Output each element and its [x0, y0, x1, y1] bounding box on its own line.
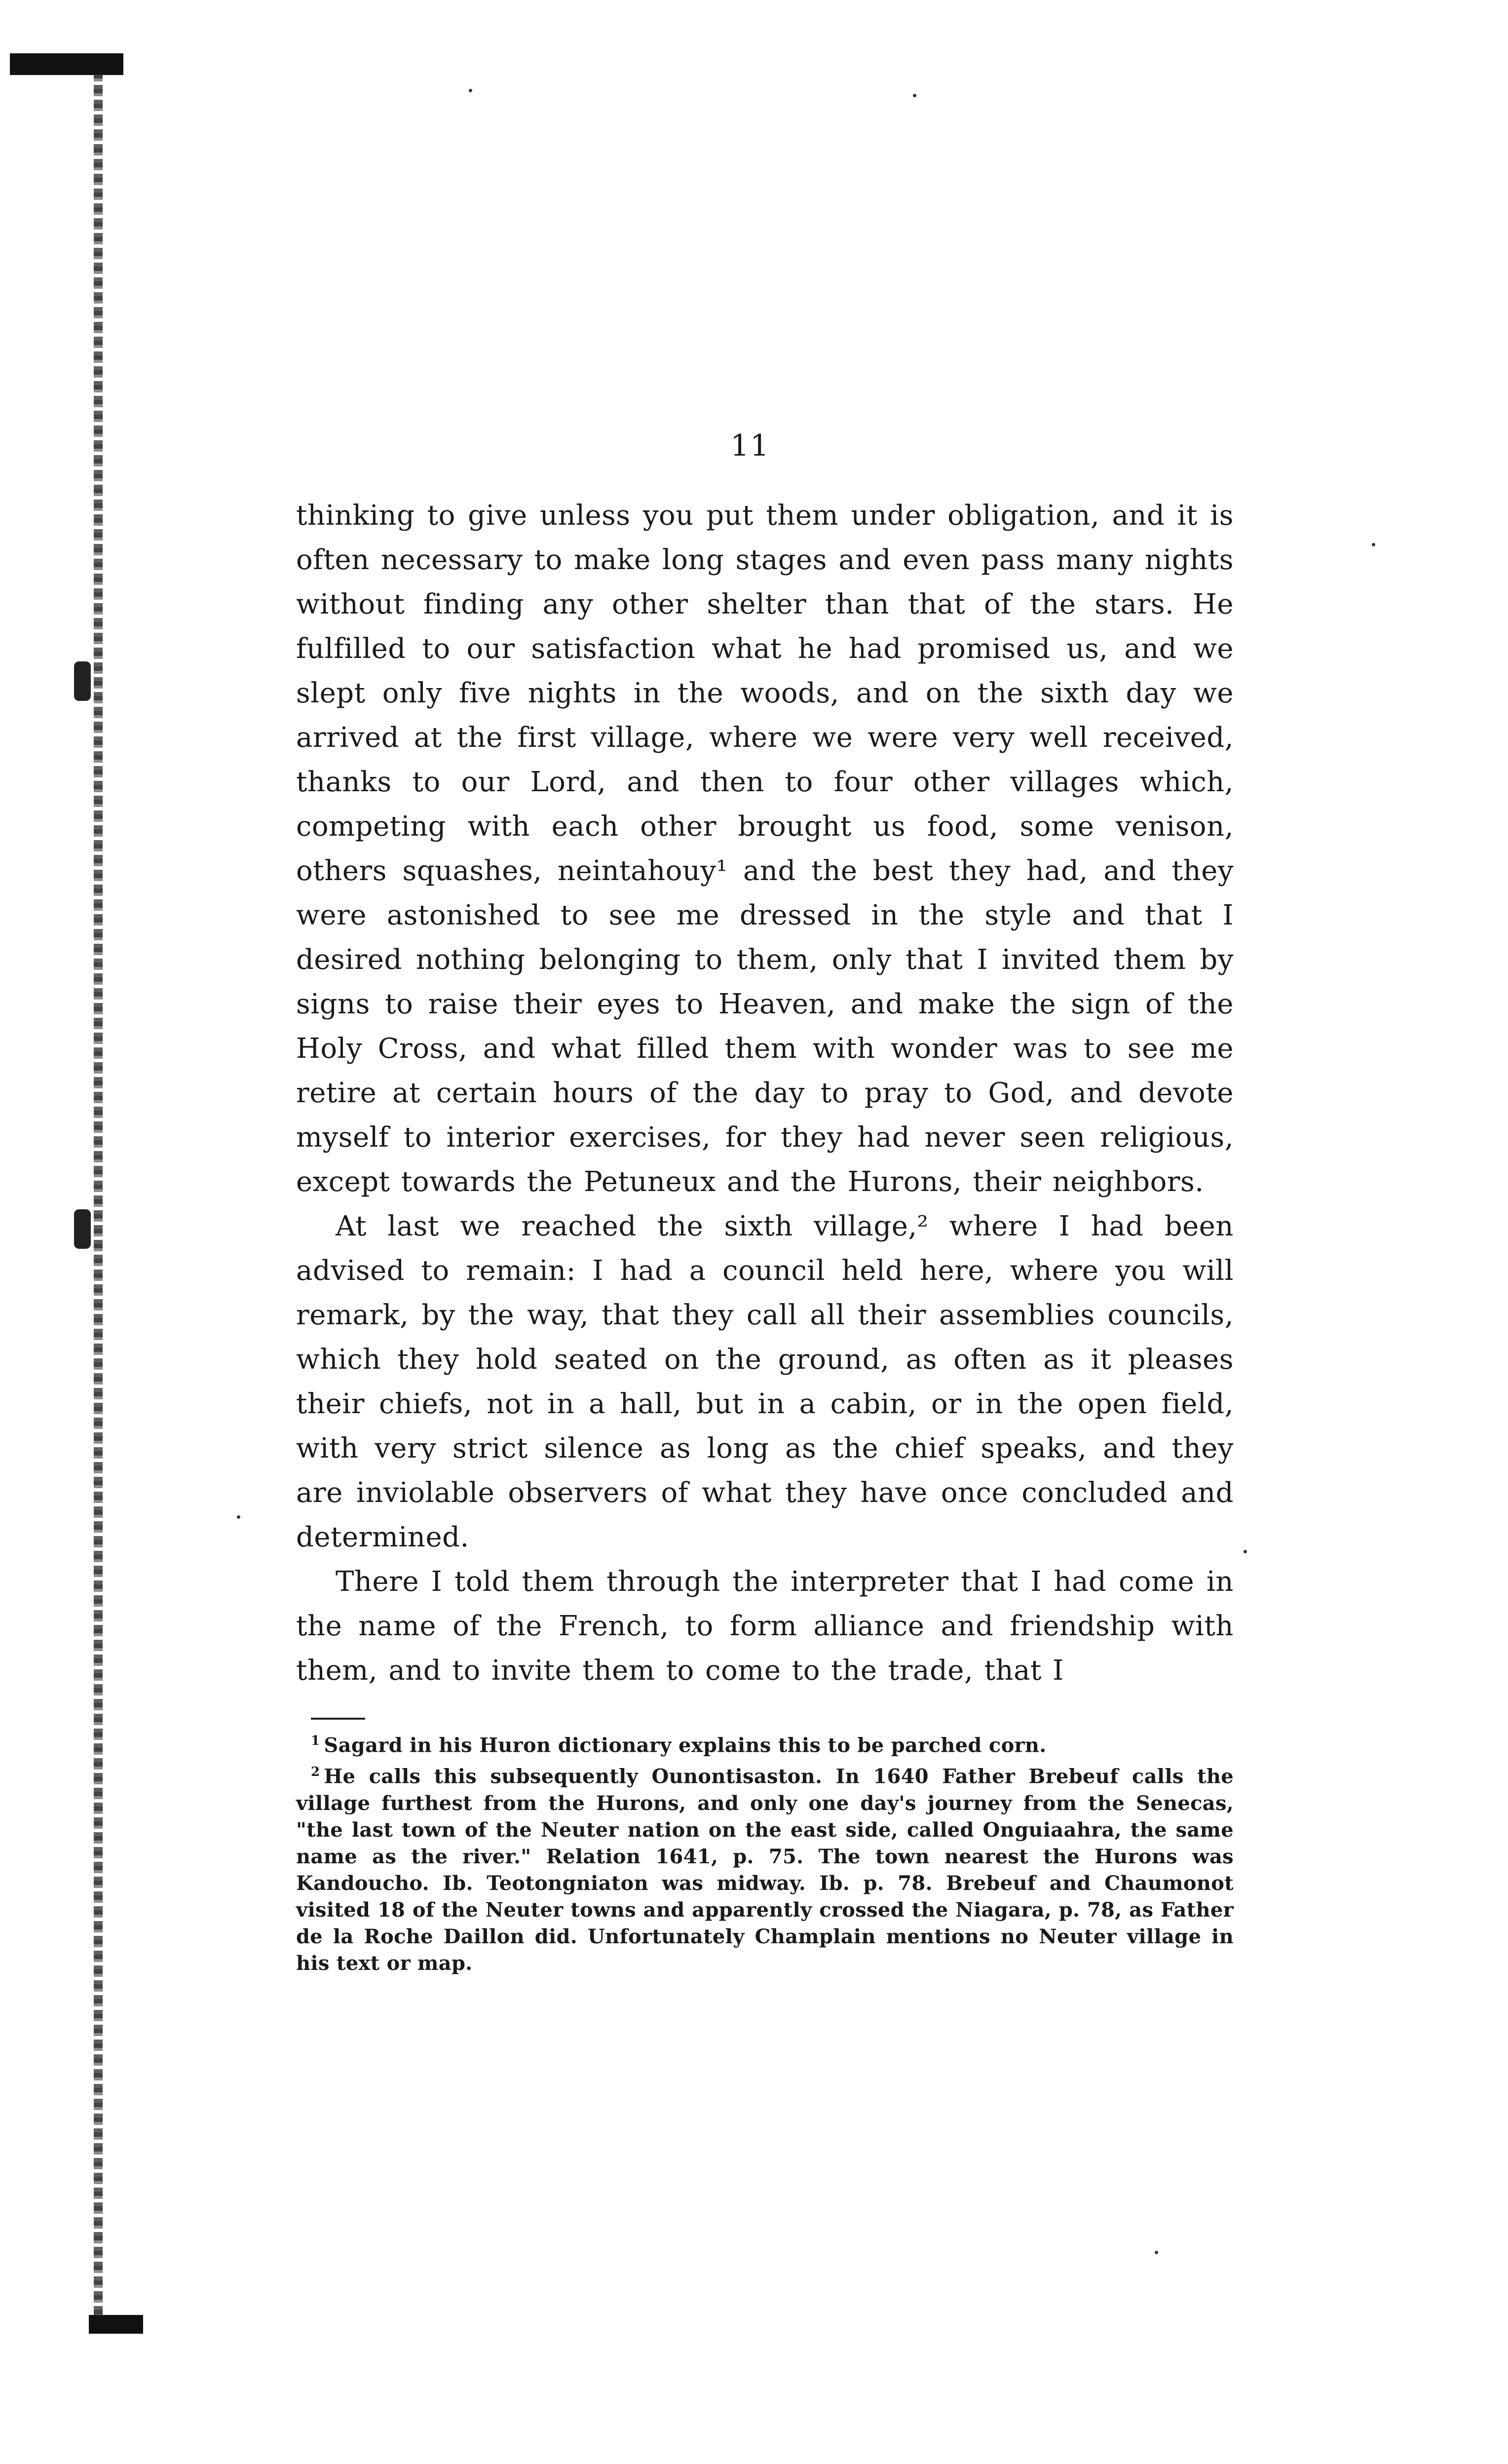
scan-speck	[237, 1515, 240, 1519]
footnote-divider	[311, 1718, 365, 1720]
footnote-marker: 1	[311, 1733, 320, 1748]
binding-bottom-mark	[89, 2315, 143, 2334]
footnote	[296, 1759, 1234, 1976]
scan-speck	[1155, 2251, 1158, 2254]
footnote-text: Sagard in his Huron dictionary explains this to be parched corn.	[324, 1733, 1047, 1757]
binding-top-mark	[10, 53, 123, 75]
scan-speck	[1244, 1550, 1247, 1553]
footnote	[296, 1728, 1234, 1759]
binding-spine	[94, 74, 103, 2325]
footnotes	[296, 1728, 1234, 1977]
scanned-binding-edge	[0, 0, 148, 2464]
scan-speck	[1372, 543, 1375, 546]
footnote-marker: 2	[311, 1765, 320, 1780]
binding-blot	[74, 1209, 91, 1249]
scan-speck	[913, 94, 916, 97]
binding-blot	[74, 661, 91, 701]
page-number: 11	[730, 428, 770, 463]
paragraph: thinking to give unless you put them under obligation, and it is often necessary to make long stages and even pass many nights without finding any other shelter than that of the stars. He fulfilled to our satisfaction what he had promised us, and we slept only five nights in the woods, and on the sixth day we arrived at the first village, where we were very well received, thanks to our Lord, and then to four other villages which, competing with each other brought us food, some venison, others squashes, neintahouy¹ and the best they had, and they were astonished to see me dressed in the style and that I desired nothing belonging to them, only that I invited them by signs to raise their eyes to Heaven, and make the sign of the Holy Cross, and what filled them with wonder was to see me retire at certain hours of the day to pray to God, and devote myself to interior exercises, for they had never seen religious, except towards the Petuneux and the Hurons, their neighbors.	[296, 500, 1234, 1198]
main-text	[296, 494, 1234, 1693]
paragraph: At last we reached the sixth village,² where I had been advised to remain: I had a council held here, where you will remark, by the way, that they call all their assemblies councils, which they hold seated on the ground, as often as it pleases their chiefs, not in a hall, but in a cabin, or in the open field, with very strict silence as long as the chief speaks, and they are inviolable observers of what they have once concluded and determined.	[296, 1210, 1234, 1553]
footnote-text: He calls this subsequently Ounontisaston. In 1640 Father Brebeuf calls the village furthest from the Hurons, and only one day's journey from the Senecas, "the last town of the Neuter nation on the east side, called Onguiaahra, the same name as the river." Relation 1641, p. 75. The town nearest the Hurons was Kandoucho. Ib. Teotongniaton was midway. Ib. p. 78. Brebeuf and Chaumonot visited 18 of the Neuter towns and apparently crossed the Niagara, p. 78, as Father de la Roche Daillon did. Unfortunately Champlain mentions no Neuter village in his text or map.	[296, 1765, 1234, 1975]
scan-speck	[469, 89, 472, 92]
paragraph: There I told them through the interpreter that I had come in the name of the French, to form alliance and friendship with them, and to invite them to come to the trade, that I	[296, 1566, 1234, 1687]
